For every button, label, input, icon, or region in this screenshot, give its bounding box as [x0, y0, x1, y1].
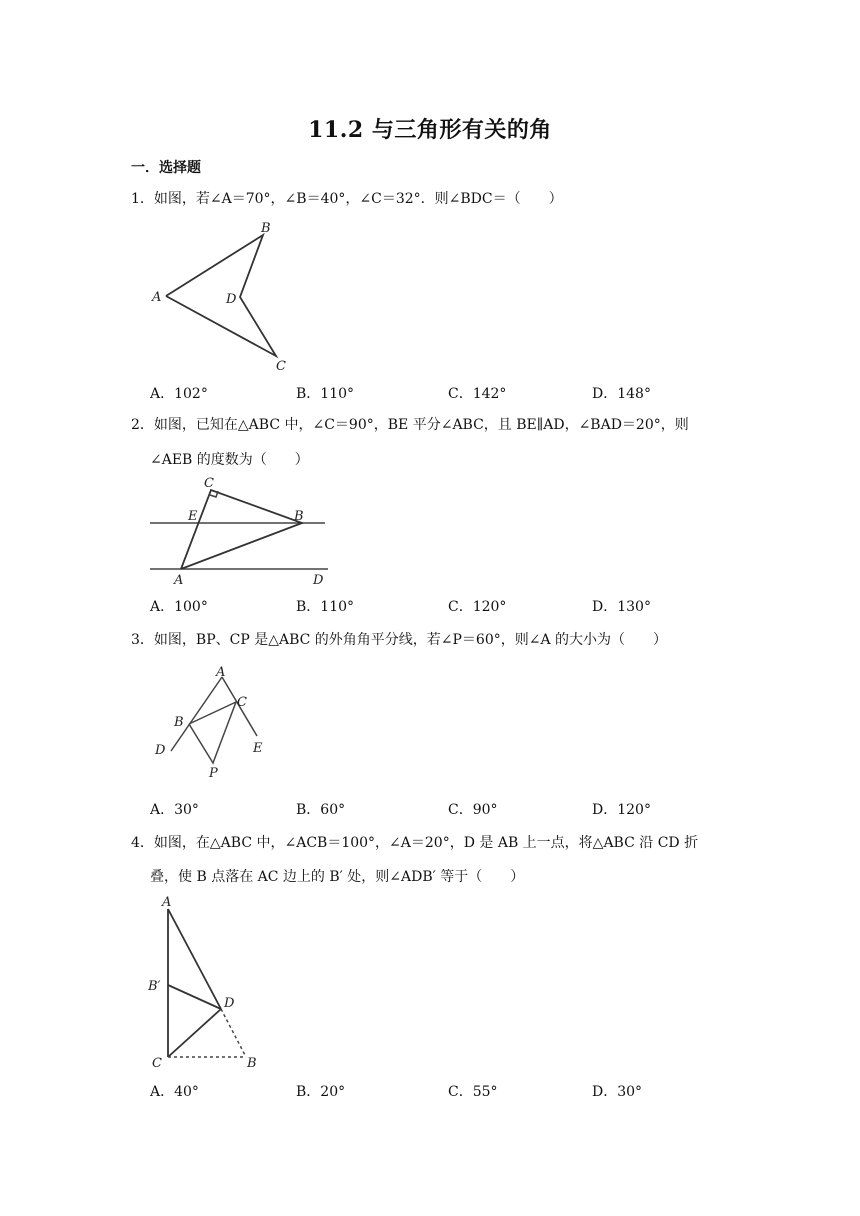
question-4-text: 4．如图，在△ABC 中，∠ACB＝100°，∠A＝20°，D 是 AB 上一点，将△ABC 沿 CD 折 [131, 835, 699, 851]
q3-label-c: C [237, 695, 247, 710]
q4-label-d: D [224, 996, 235, 1011]
q3-option-a[interactable]: A．30° [150, 802, 199, 818]
question-2-text-cont: ∠AEB 的度数为（ ） [150, 452, 309, 468]
q2-option-a[interactable]: A．100° [150, 599, 208, 615]
question-2-options [150, 596, 710, 616]
q4-option-a[interactable]: A．40° [150, 1084, 199, 1100]
question-2-text: 2．如图，已知在△ABC 中，∠C＝90°，BE 平分∠ABC，且 BE∥AD，∠BAD＝20°，则 [131, 417, 689, 433]
q3-label-e: E [253, 741, 263, 756]
q2-label-d: D [313, 573, 324, 588]
q2-option-c[interactable]: C．120° [448, 599, 507, 615]
q4-line-dc [168, 1009, 221, 1057]
q1-option-c[interactable]: C．142° [448, 386, 507, 402]
section-heading: 一．选择题 [131, 160, 201, 176]
question-3-options [150, 799, 710, 819]
q3-option-d[interactable]: D．120° [592, 802, 651, 818]
q2-label-a: A [174, 573, 184, 588]
question-1-options [150, 383, 710, 403]
q4-option-d[interactable]: D．30° [592, 1084, 643, 1100]
q1-option-a[interactable]: A．102° [150, 386, 208, 402]
question-1-text: 1．如图，若∠A＝70°，∠B＝40°，∠C＝32°．则∠BDC＝（ ） [131, 191, 563, 207]
page-title: 11.2 与三角形有关的角 [308, 117, 552, 143]
q2-triangle [181, 490, 302, 569]
q4-dash-db [221, 1009, 246, 1057]
question-4-figure [140, 893, 280, 1075]
q2-label-e: E [188, 509, 198, 524]
q2-option-b[interactable]: B．110° [296, 599, 355, 615]
q1-option-b[interactable]: B．110° [296, 386, 355, 402]
q1-label-c: C [276, 359, 286, 374]
q3-option-b[interactable]: B．60° [296, 802, 346, 818]
q2-label-b: B [294, 509, 304, 524]
q1-label-d: D [226, 292, 237, 307]
q3-label-d: D [155, 743, 166, 758]
q3-label-p: P [209, 766, 218, 781]
q3-label-b: B [174, 715, 184, 730]
question-3-text: 3．如图，BP、CP 是△ABC 的外角角平分线，若∠P＝60°，则∠A 的大小为（ ） [131, 632, 668, 648]
q3-label-a: A [216, 665, 226, 680]
q4-option-b[interactable]: B．20° [296, 1084, 346, 1100]
q4-label-b: B [247, 1056, 257, 1071]
q3-line-ad [171, 677, 222, 751]
q4-label-b-prime: B′ [148, 979, 161, 994]
question-4-options [150, 1081, 710, 1101]
q1-label-b: B [261, 221, 271, 236]
q4-line-ad [168, 909, 221, 1009]
q1-quadrilateral [166, 235, 276, 356]
question-3-figure [145, 660, 275, 785]
question-2-figure [140, 472, 340, 592]
q4-label-c: C [152, 1056, 162, 1071]
q1-option-d[interactable]: D．148° [592, 386, 651, 402]
q1-label-a: A [152, 290, 162, 305]
q2-option-d[interactable]: D．130° [592, 599, 651, 615]
question-4-text-cont: 叠，使 B 点落在 AC 边上的 B′ 处，则∠ADB′ 等于（ ） [150, 869, 525, 885]
question-1-figure [140, 215, 310, 380]
q4-line-b1d [168, 985, 221, 1009]
q2-label-c: C [204, 476, 214, 491]
q4-option-c[interactable]: C．55° [448, 1084, 498, 1100]
q4-label-a: A [162, 895, 172, 910]
q3-option-c[interactable]: C．90° [448, 802, 498, 818]
q3-lines-bpc [189, 702, 236, 763]
